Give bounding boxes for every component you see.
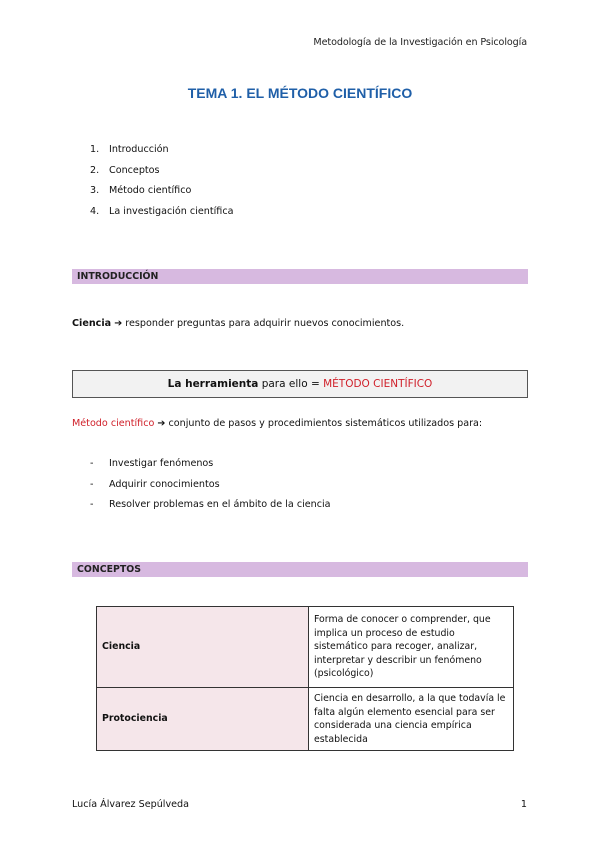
purpose-list <box>90 458 331 520</box>
list-item-label: Resolver problemas en el ámbito de la ciencia <box>109 499 331 511</box>
definition-cell: Forma de conocer o comprender, que implica un proceso de estudio sistemático para recoger, analizar, interpretar y describir un fenómeno (psicológico) <box>309 607 514 688</box>
toc-label: Conceptos <box>109 164 160 176</box>
toc-label: La investigación científica <box>109 205 234 217</box>
toc-number: 2. <box>90 164 100 176</box>
list-item <box>90 499 331 520</box>
list-item-label: Investigar fenómenos <box>109 458 214 469</box>
table-row <box>97 688 514 751</box>
dash-bullet: - <box>90 499 94 511</box>
page-number: 1 <box>520 799 527 810</box>
section-heading-introduccion: INTRODUCCIÓN <box>72 269 528 284</box>
callout-box <box>72 370 528 398</box>
definition-cell: Ciencia en desarrollo, a la que todavía le falta algún elemento esencial para ser considerada una ciencia empírica establecida <box>309 688 514 751</box>
toc-number: 1. <box>90 144 100 155</box>
running-header: Metodología de la Investigación en Psicología <box>313 37 527 48</box>
dash-bullet: - <box>90 478 94 490</box>
metodo-text: conjunto de pasos y procedimientos sistemáticos utilizados para: <box>165 418 483 429</box>
list-item-label: Adquirir conocimientos <box>109 478 220 490</box>
toc-item <box>90 206 233 227</box>
term-cell: Protociencia <box>97 688 309 751</box>
callout-middle: para ello = <box>258 378 324 390</box>
arrow-icon: ➔ <box>114 318 123 329</box>
ciencia-definition <box>72 318 404 329</box>
metodo-term: Método científico <box>72 418 155 429</box>
toc-number: 3. <box>90 185 100 196</box>
toc-label: Introducción <box>109 144 169 155</box>
table-row <box>97 607 514 688</box>
concepts-table <box>96 606 514 751</box>
footer-author: Lucía Álvarez Sepúlveda <box>72 799 190 810</box>
ciencia-term: Ciencia <box>72 318 112 329</box>
toc-number: 4. <box>90 205 100 217</box>
table-of-contents <box>90 144 233 226</box>
arrow-icon: ➔ <box>157 418 166 429</box>
toc-item <box>90 185 233 206</box>
page-title: TEMA 1. EL MÉTODO CIENTÍFICO <box>187 85 413 101</box>
term-cell: Ciencia <box>97 607 309 688</box>
callout-highlight: MÉTODO CIENTÍFICO <box>323 378 433 390</box>
list-item <box>90 458 331 479</box>
toc-item <box>90 144 233 165</box>
toc-label: Método científico <box>109 185 192 196</box>
dash-bullet: - <box>90 458 94 469</box>
toc-item <box>90 165 233 186</box>
callout-bold: La herramienta <box>167 378 259 390</box>
metodo-definition <box>72 418 482 429</box>
section-heading-conceptos: CONCEPTOS <box>72 562 528 577</box>
list-item <box>90 479 331 500</box>
ciencia-text: responder preguntas para adquirir nuevos conocimientos. <box>122 318 405 329</box>
